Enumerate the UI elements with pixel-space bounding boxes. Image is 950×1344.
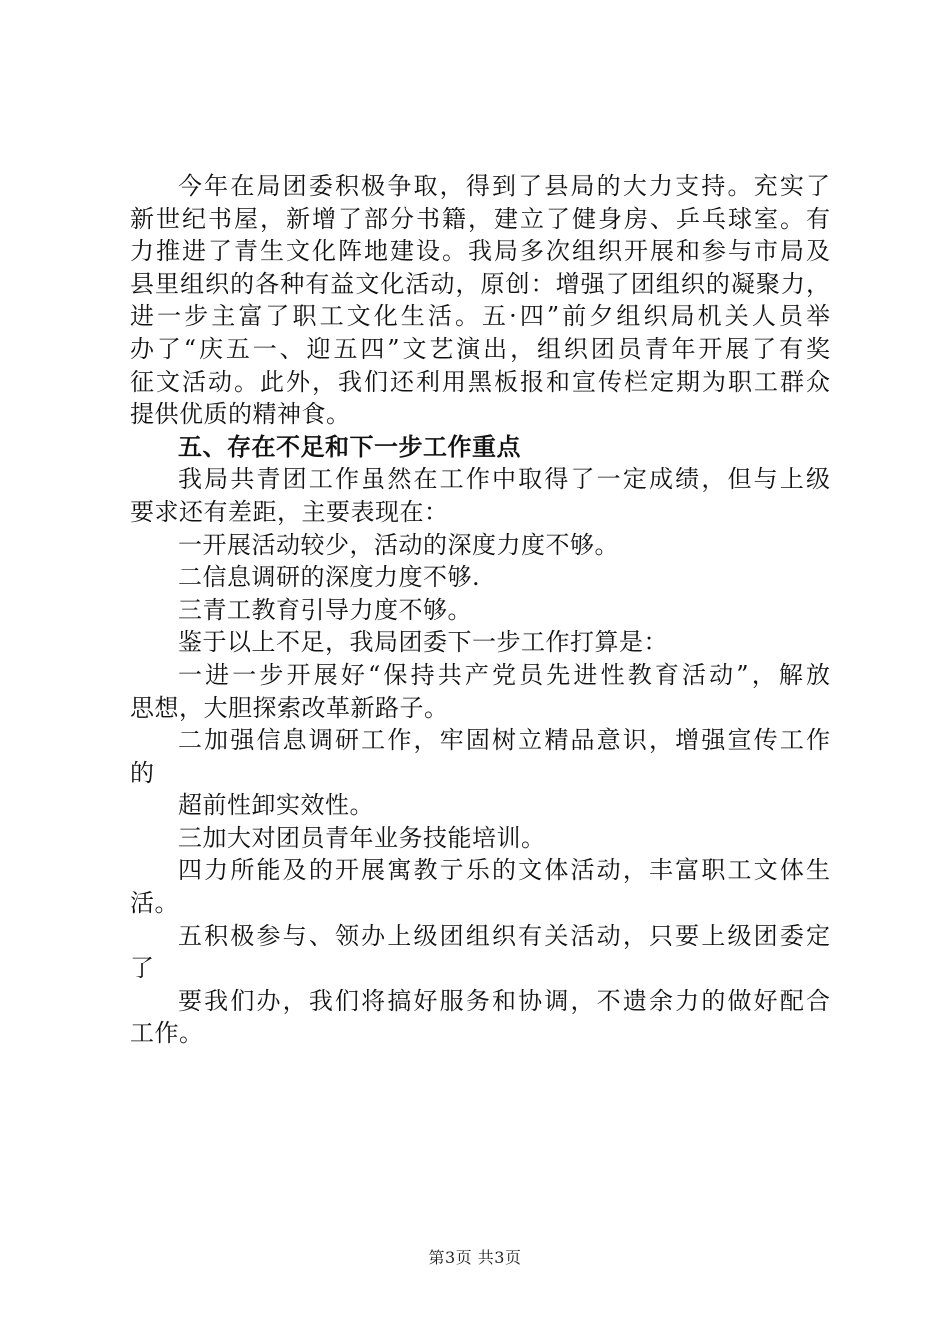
paragraph-line: 要我们办，我们将搞好服务和协调，不遗余力的做好配合 — [178, 986, 830, 1015]
paragraph-line: 我局共青团工作虽然在工作中取得了一定成绩，但与上级 — [178, 465, 830, 494]
paragraph-line: 活。 — [130, 889, 179, 918]
list-item: 三加大对团员青年业务技能培训。 — [178, 823, 546, 852]
paragraph-line: 了 — [130, 954, 155, 983]
paragraph-line: 要求还有差距，主要表现在： — [130, 497, 449, 526]
paragraph-line: 鉴于以上不足，我局团委下一步工作打算是： — [178, 628, 668, 657]
list-item: 四力所能及的开展寓教亍乐的文体活动，丰富职工文体生 — [178, 856, 830, 885]
list-item: 一进一步开展好“保持共产党员先进性教育活动”，解放 — [178, 660, 830, 689]
section-heading: 五、存在不足和下一步工作重点 — [178, 432, 521, 461]
paragraph-line: 超前性卸实效性。 — [178, 791, 374, 820]
paragraph-line: 提供优质的精神食。 — [130, 400, 351, 429]
paragraph-line: 征文活动。此外，我们还利用黑板报和宣传栏定期为职工群众 — [130, 367, 830, 396]
paragraph-line: 思想，大胆探索改革新路子。 — [130, 693, 449, 722]
paragraph-line: 力推进了青生文化阵地建设。我局多次组织开展和参与市局及 — [130, 237, 830, 266]
document-body — [130, 170, 830, 1050]
paragraph-line: 工作。 — [130, 1019, 204, 1048]
paragraph-line: 的 — [130, 758, 155, 787]
paragraph-line: 新世纪书屋，新增了部分书籍，建立了健身房、乒乓球室。有 — [130, 204, 830, 233]
paragraph-line: 今年在局团委积极争取，得到了县局的大力支持。充实了 — [178, 172, 830, 200]
list-item: 二加强信息调研工作，牢固树立精品意识，增强宣传工作 — [178, 726, 830, 755]
paragraph-line: 办了“庆五一、迎五四”文艺演出，组织团员青年开展了有奖 — [130, 334, 830, 363]
paragraph-line: 进一步主富了职工文化生活。五·四”前夕组织局机关人员举 — [130, 302, 830, 331]
paragraph-line: 县里组织的各种有益文化活动，原创：增强了团组织的凝聚力， — [130, 269, 830, 298]
list-item: 五积极参与、领办上级团组织有关活动，只要上级团委定 — [178, 921, 830, 950]
list-item: 三青工教育引导力度不够。 — [178, 595, 472, 624]
list-item: 二信息调研的深度力度不够. — [178, 563, 481, 592]
page-number-footer: 第3页 共3页 — [428, 1248, 522, 1267]
list-item: 一开展活动较少，活动的深度力度不够。 — [178, 530, 619, 559]
